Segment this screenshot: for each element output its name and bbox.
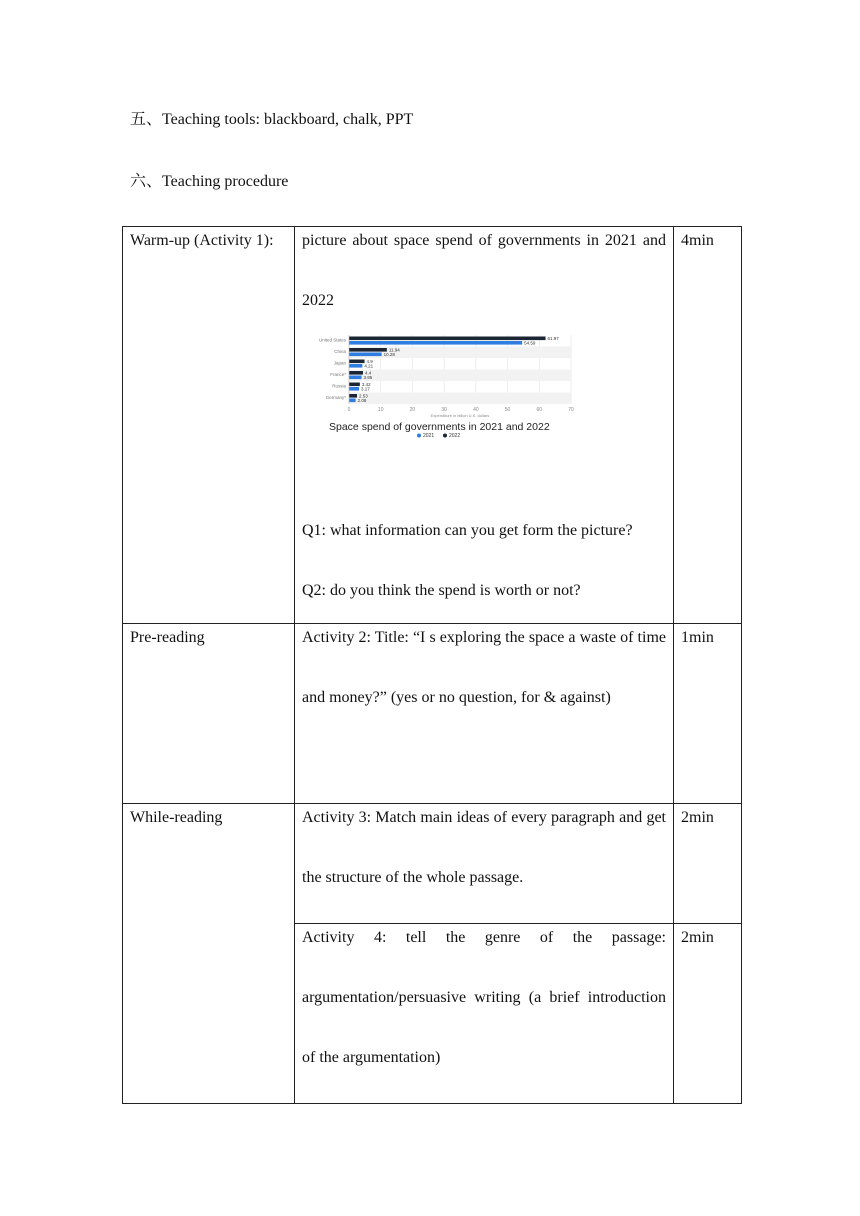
bar-2022 [349,360,365,364]
chart-svg [309,331,594,451]
activity-cell [295,924,674,1104]
space-spend-chart [295,331,673,501]
time-cell [674,804,742,924]
legend-label-2021: 2021 [423,433,435,439]
x-tick-label: 10 [377,407,384,413]
x-tick-label: 40 [473,407,479,413]
legend-marker-2022 [443,434,447,438]
stage-label: While-reading [130,809,223,826]
bar-2022 [349,371,363,375]
x-tick-label: 50 [504,407,511,413]
category-label: United States [318,337,346,343]
time-label: 1min [681,629,714,646]
value-label-2021: 4.21 [364,363,374,369]
bar-2022 [349,348,387,352]
stage-cell [123,624,295,804]
time-label: 4min [681,232,714,249]
bar-2021 [349,341,522,345]
table-row [123,624,742,804]
bar-2021 [349,353,382,357]
row-band [349,393,571,405]
activity-text: Activity 3: Match main ideas of every paragraph and get the structure of the whole passage. [302,809,666,886]
value-label-2022: 3.42 [361,382,371,387]
value-label-2021: 2.08 [357,398,367,403]
bar-2021 [349,376,362,380]
x-tick-label: 20 [409,407,416,413]
x-tick-label: 30 [441,407,447,413]
value-label-2021: 3.17 [361,386,370,392]
procedure-table [122,226,742,1104]
chart-title: Space spend of governments in 2021 and 2022 [329,421,550,433]
stage-label: Warm-up (Activity 1): [130,232,274,249]
time-cell [674,924,742,1104]
row-band [349,370,571,382]
value-label-2022: 4.4 [364,370,372,376]
value-label-2022: 11.94 [388,347,400,353]
category-label: Russia [332,383,346,389]
value-label-2022: 4.9 [366,359,373,364]
bar-2022 [349,394,357,398]
activity-intro: picture about space spend of governments in 2021 and 2022 [302,232,666,309]
time-label: 2min [681,809,714,826]
x-tick-label: 0 [347,407,351,413]
teaching-procedure-heading: 六、Teaching procedure [130,173,289,190]
bar-2021 [349,399,356,403]
value-label-2022: 2.53 [359,393,368,399]
time-cell [674,227,742,624]
value-label-2021: 54.59 [524,340,536,346]
activity-text: Activity 2: Title: “I s exploring the space a waste of time and money?” (yes or no question, for & against) [302,629,666,706]
x-tick-label: 60 [536,407,543,413]
activity-cell [295,227,674,624]
question-1: Q1: what information can you get form the picture? [302,522,633,539]
category-label: China [334,349,346,354]
legend-label-2022: 2022 [449,433,461,439]
time-cell [674,624,742,804]
category-label: France* [330,372,346,377]
stage-cell [123,227,295,624]
question-2: Q2: do you think the spend is worth or not? [302,582,581,599]
bar-2022 [349,383,360,387]
table-row [123,227,742,624]
category-label: Germany* [325,395,346,400]
time-label: 2min [681,929,714,946]
stage-label: Pre-reading [130,629,205,646]
stage-cell [123,804,295,1104]
x-axis-title: Expenditure in billion U.S. dollars [430,413,490,418]
bar-2022 [349,337,546,341]
value-label-2022: 61.97 [547,336,559,341]
x-tick-label: 70 [568,407,574,413]
value-label-2021: 10.28 [383,352,395,357]
bar-2021 [349,364,362,368]
value-label-2021: 3.95 [363,375,373,380]
category-label: Japan [333,360,346,366]
teaching-tools-heading: 五、Teaching tools: blackboard, chalk, PPT [130,111,414,128]
activity-text: Activity 4: tell the genre of the passage: argumentation/persuasive writing (a brief introduction of the argumentation) [302,929,666,1066]
activity-cell [295,624,674,804]
bar-2021 [349,387,359,391]
legend-marker-2021 [417,434,421,438]
